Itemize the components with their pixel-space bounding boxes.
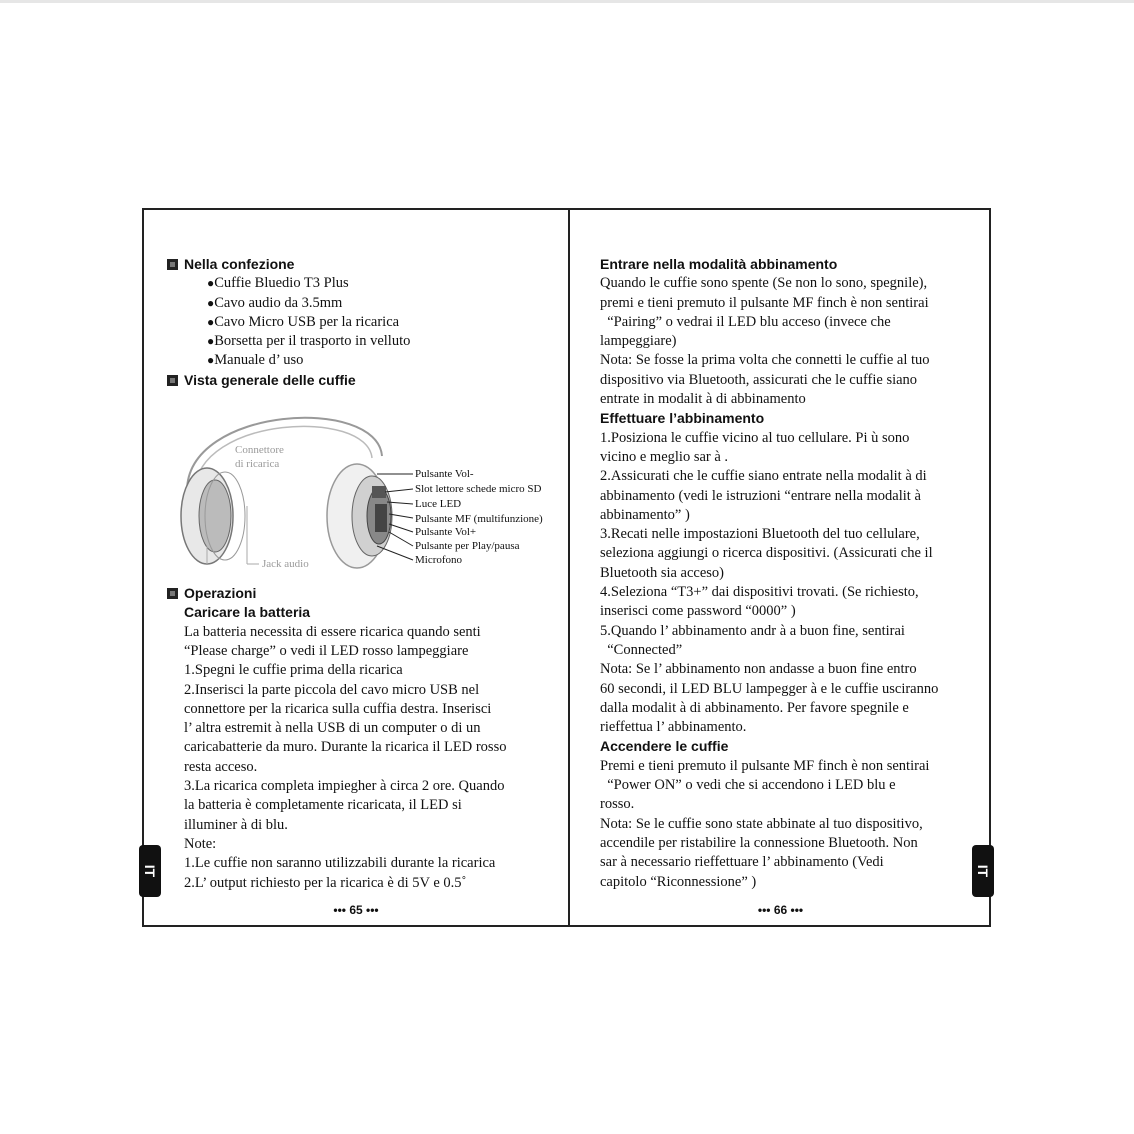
- body-line: “Please charge” o vedi il LED rosso lampeggiare: [184, 642, 469, 659]
- section-heading: Entrare nella modalità abbinamento: [600, 256, 838, 272]
- language-tab-label: IT: [141, 864, 158, 878]
- square-bullet-icon: [167, 259, 178, 270]
- body-line: accendile per ristabilire la connessione Bluetooth. Non: [600, 834, 918, 851]
- body-line: Premi e tieni premuto il pulsante MF finch è non sentirai: [600, 757, 930, 774]
- box-contents-item: [167, 274, 552, 293]
- body-line: 2.Inserisci la parte piccola del cavo micro USB nel: [184, 681, 480, 698]
- body-line: resta acceso.: [184, 758, 258, 775]
- manual-spread: [142, 208, 991, 927]
- body-line: 5.Quando l’ abbinamento andr à a buon fine, sentirai: [600, 622, 905, 639]
- body-line: Nota: Se le cuffie sono state abbinate al tuo dispositivo,: [600, 815, 923, 832]
- body-line: Nota: Se l’ abbinamento non andasse a buon fine entro: [600, 661, 917, 678]
- box-contents-item: [167, 294, 552, 313]
- item-text: Manuale d’ uso: [214, 352, 304, 369]
- body-line: rieffettua l’ abbinamento.: [600, 719, 747, 736]
- body-line: Note:: [184, 835, 217, 852]
- label-charging-connector-2: di ricarica: [235, 458, 280, 471]
- headphones-diagram: [167, 396, 552, 576]
- item-text: Cavo audio da 3.5mm: [214, 294, 343, 311]
- body-line: vicino e meglio sar à .: [600, 448, 729, 465]
- subsection-heading: Caricare la batteria: [184, 604, 311, 621]
- body-line: La batteria necessita di essere ricarica quando senti: [184, 623, 481, 640]
- body-line: sar à necessario rieffettuare l’ abbinamento (Vedi: [600, 854, 884, 871]
- body-line: caricabatterie da muro. Durante la ricarica il LED rosso: [184, 739, 507, 756]
- bullet-dot-icon: ●: [207, 314, 215, 329]
- square-bullet-icon: [167, 588, 178, 599]
- body-line: capitolo “Riconnessione” ): [600, 873, 757, 890]
- left-body-text: [167, 623, 552, 893]
- body-line: Bluetooth sia acceso): [600, 564, 725, 581]
- body-line: inserisci come password “0000” ): [600, 603, 796, 620]
- section-heading: Accendere le cuffie: [600, 738, 729, 755]
- box-contents-item: [167, 351, 552, 370]
- section-heading: Effettuare l’abbinamento: [600, 410, 765, 427]
- diagram-label: Pulsante per Play/pausa: [415, 540, 520, 553]
- body-line: 2.Assicurati che le cuffie siano entrate nella modalit à di: [600, 468, 927, 485]
- diagram-label: Microfono: [415, 554, 463, 567]
- page-right: [570, 210, 991, 925]
- box-contents-item: [167, 313, 552, 332]
- language-tab-label: IT: [974, 864, 991, 878]
- diagram-label: Pulsante Vol+: [415, 526, 477, 539]
- top-border-line: [0, 0, 1134, 3]
- section-heading-operations: [167, 584, 552, 603]
- body-line: abbinamento (vedi le istruzioni “entrare nella modalit à: [600, 487, 921, 504]
- body-line: lampeggiare): [600, 333, 677, 350]
- diagram-label: Slot lettore schede micro SD: [415, 483, 542, 496]
- section-title: Nella confezione: [184, 256, 295, 272]
- body-line: seleziona aggiungi o ricerca dispositivi. (Assicurati che il: [600, 545, 933, 562]
- section-title: Operazioni: [184, 585, 257, 602]
- body-line: 3.Recati nelle impostazioni Bluetooth del tuo cellulare,: [600, 526, 920, 543]
- body-line: connettore per la ricarica sulla cuffia destra. Inserisci: [184, 700, 492, 717]
- label-charging-connector: Connettore: [235, 444, 284, 457]
- box-contents-list: [167, 274, 552, 370]
- body-line: illuminer à di blu.: [184, 816, 288, 833]
- body-line: premi e tieni premuto il pulsante MF finch è non sentirai: [600, 294, 929, 311]
- left-page-content: [167, 255, 552, 893]
- body-line: dalla modalit à di abbinamento. Per favore spegnile e: [600, 699, 909, 716]
- page-left: [141, 210, 568, 925]
- language-tab-left: [139, 845, 161, 897]
- square-bullet-icon: [167, 375, 178, 386]
- right-page-content: [600, 255, 972, 892]
- body-line: “Pairing” o vedrai il LED blu acceso (invece che: [600, 313, 891, 330]
- body-line: 1.Spegni le cuffie prima della ricarica: [184, 662, 403, 679]
- diagram-label: Pulsante MF (multifunzione): [415, 513, 543, 526]
- diagram-label: Luce LED: [415, 498, 462, 511]
- diagram-label: Pulsante Vol-: [415, 468, 474, 481]
- label-audio-jack: Jack audio: [262, 558, 309, 571]
- body-line: dispositivo via Bluetooth, assicurati che le cuffie siano: [600, 371, 918, 388]
- item-text: Borsetta per il trasporto in velluto: [214, 333, 411, 350]
- body-line: Nota: Se fosse la prima volta che connetti le cuffie al tuo: [600, 352, 930, 369]
- item-text: Cuffie Bluedio T3 Plus: [214, 275, 349, 292]
- body-line: 1.Posiziona le cuffie vicino al tuo cellulare. Pi ù sono: [600, 429, 910, 446]
- bullet-dot-icon: ●: [207, 276, 215, 291]
- body-line: 1.Le cuffie non saranno utilizzabili durante la ricarica: [184, 855, 496, 872]
- body-line: “Power ON” o vedi che si accendono i LED blu e: [600, 777, 896, 794]
- bullet-dot-icon: ●: [207, 295, 215, 310]
- body-line: Quando le cuffie sono spente (Se non lo sono, spegnile),: [600, 275, 928, 292]
- body-line: l’ altra estremit à nella USB di un computer o di un: [184, 720, 481, 737]
- section-heading-overview: [167, 371, 552, 390]
- body-line: 60 secondi, il LED BLU lampegger à e le cuffie usciranno: [600, 680, 939, 697]
- body-line: abbinamento” ): [600, 506, 690, 523]
- body-line: 2.L’ output richiesto per la ricarica è di 5V e 0.5˚: [184, 874, 467, 891]
- body-line: rosso.: [600, 796, 635, 813]
- body-line: la batteria è completamente ricaricata, il LED si: [184, 797, 462, 814]
- item-text: Cavo Micro USB per la ricarica: [214, 313, 400, 330]
- page-number-left: ••• 65 •••: [333, 903, 379, 917]
- box-contents-item: [167, 332, 552, 351]
- body-line: 4.Seleziona “T3+” dai dispositivi trovati. (Se richiesto,: [600, 584, 919, 601]
- section-heading-box-contents: [167, 255, 552, 274]
- language-tab-right: [972, 845, 994, 897]
- section-title: Vista generale delle cuffie: [184, 371, 356, 388]
- bullet-dot-icon: ●: [207, 353, 215, 368]
- body-line: “Connected”: [600, 641, 683, 658]
- body-line: entrate in modalit à di abbinamento: [600, 391, 806, 408]
- body-line: 3.La ricarica completa impiegher à circa 2 ore. Quando: [184, 778, 505, 795]
- page-number-right: ••• 66 •••: [757, 903, 804, 917]
- bullet-dot-icon: ●: [207, 334, 215, 349]
